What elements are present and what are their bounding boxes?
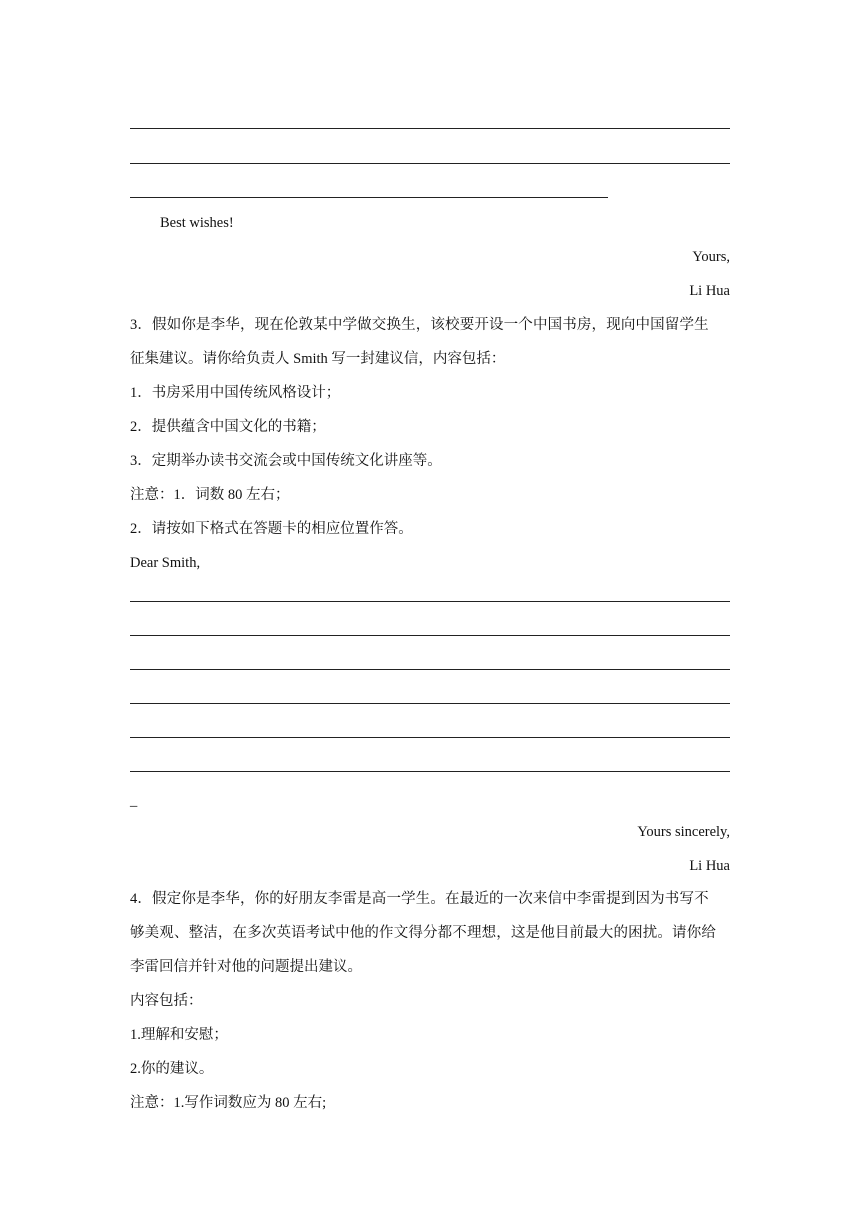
question-4-prompt-line-3: 李雷回信并针对他的问题提出建议。	[130, 959, 362, 975]
best-wishes: Best wishes!	[160, 215, 234, 231]
question-4-prompt-line-1: 4．假定你是李华，你的好朋友李雷是高一学生。在最近的一次来信中李雷提到因为书写不	[130, 891, 709, 907]
question-3-note-1: 注意：1．词数 80 左右；	[130, 487, 290, 503]
question-4-item-2: 2.你的建议。	[130, 1061, 214, 1077]
answer-line	[130, 635, 730, 636]
question-3-note-2: 2．请按如下格式在答题卡的相应位置作答。	[130, 521, 413, 537]
question-4-note-1: 注意：1.写作词数应为 80 左右;	[130, 1095, 327, 1111]
question-3-prompt-line-1: 3．假如你是李华，现在伦敦某中学做交换生，该校要开设一个中国书房，现向中国留学生	[130, 317, 709, 333]
answer-line	[130, 128, 730, 129]
question-4-prompt-line-2: 够美观、整洁，在多次英语考试中他的作文得分都不理想，这是他目前最大的困扰。请你给	[130, 925, 716, 941]
answer-line	[130, 737, 730, 738]
question-3-item-1: 1．书房采用中国传统风格设计；	[130, 385, 341, 401]
closing-yours-sincerely: Yours sincerely,	[637, 824, 730, 840]
answer-line-trailing-mark: _	[130, 793, 138, 809]
salutation: Dear Smith,	[130, 555, 201, 571]
answer-line	[130, 601, 730, 602]
answer-line	[130, 703, 730, 704]
signature-name: Li Hua	[689, 283, 730, 299]
signature-name: Li Hua	[689, 858, 730, 874]
answer-line	[130, 163, 730, 164]
question-4-item-1: 1.理解和安慰；	[130, 1027, 228, 1043]
question-3-item-2: 2．提供蕴含中国文化的书籍；	[130, 419, 326, 435]
answer-line-short	[130, 197, 608, 198]
question-4-content-label: 内容包括：	[130, 993, 203, 1009]
document-page	[130, 0, 730, 1216]
answer-line	[130, 771, 730, 772]
question-3-item-3: 3．定期举办读书交流会或中国传统文化讲座等。	[130, 453, 442, 469]
answer-line	[130, 669, 730, 670]
closing-yours: Yours,	[692, 249, 730, 265]
question-3-prompt-line-2: 征集建议。请你给负责人 Smith 写一封建议信，内容包括：	[130, 351, 506, 367]
